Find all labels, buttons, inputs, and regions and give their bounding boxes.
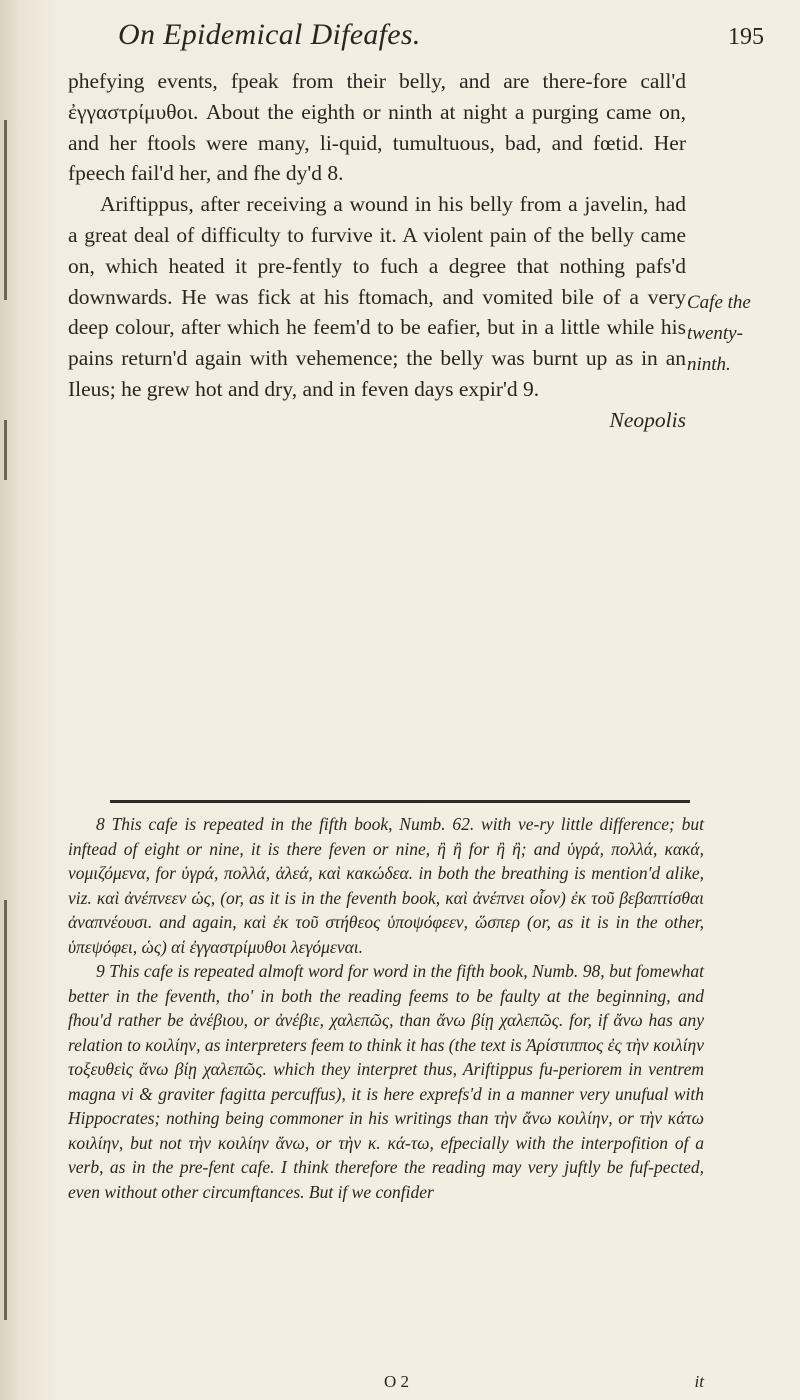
running-title: On Epidemical Difeafes. <box>118 18 421 51</box>
page-number: 195 <box>728 24 764 50</box>
next-section-heading: Neopolis <box>609 407 686 432</box>
binding-shadow <box>4 420 7 480</box>
footnote-8: 8 This cafe is repeated in the fifth book, Numb. 62. with ve-ry little difference; but inftead of eight or nine, it is there feven or nine, ἢ ἢ for ἢ ἢ; and ὑγρά, πολλά, κακά, νομιζόμενα, for ὑγρά, πολλά, ἀλεά, καὶ κακώδεα. in both the breathing is mention'd alike, viz. καὶ ἀνέπνεεν ὡς, (or, as it is in the feventh book, καὶ ἀνέπνει οἷον) ἐκ τοῦ βεβαπτίσθαι ἀναπνέουσι. and again, καὶ ἐκ τοῦ στήθεος ὑποψόφεεν, ὥσπερ (or, as it is in the other, ὑπεψόφει, ὡς) αἱ ἐγγαστρίμυθοι λεγόμεναι. <box>68 814 704 957</box>
binding-shadow <box>4 900 7 1320</box>
footnotes <box>68 812 704 1204</box>
margin-note: Cafe the twenty- ninth. <box>687 292 751 375</box>
paragraph: phefying events, fpeak from their belly, and are there-fore call'd ἐγγαστρίμυθοι. About the eighth or ninth at night a purging came on, and her ftools were many, li-quid, tumultuous, bad, and fœtid. Her fpeech fail'd her, and fhe dy'd 8. <box>68 69 686 186</box>
paragraph: Ariftippus, after receiving a wound in his belly from a javelin, had a great deal of difficulty to furvive it. A violent pain of the belly came on, which heated it pre-fently to fuch a degree that nothing pafs'd downwards. He was fick at his ftomach, and vomited bile of a very deep colour, after which he feem'd to be eafier, but in a little while his pains return'd again with vehemence; the belly was burnt up as in an Ileus; he grew hot and dry, and in feven days expir'd 9. <box>68 192 686 401</box>
main-text <box>68 66 686 436</box>
binding-shadow <box>4 120 7 300</box>
page-header <box>68 10 770 62</box>
footnote-9: 9 This cafe is repeated almoft word for word in the fifth book, Numb. 98, but fomewhat better in the feventh, tho' in both the reading feems to be faulty at the beginning, and fhou'd rather be ἀνέβιου, or ἀνέβιε, χαλεπῶς, than ἄνω βίῃ χαλεπῶς. for, if ἄνω has any relation to κοιλίην, as interpreters feem to think it has (the text is Ἀρίστιππος ἐς τὴν κοιλίην τοξευθεὶς ἄνω βίῃ χαλεπῶς. which they interpret thus, Ariftippus fu-periorem in ventrem magna vi & graviter fagitta percuffus), it is here exprefs'd in a manner very unufual with Hippocrates; nothing being commoner in his writings than τὴν ἄνω κοιλίην, or τὴν κάτω κοιλίην, but not τὴν κοιλίην ἄνω, or τὴν κ. κά-τω, efpecially with the interpofition of a verb, as in the pre-fent cafe. I think therefore the reading may very juftly be fuf-pected, even without other circumftances. But if we confider <box>68 961 704 1202</box>
signature-mark: O 2 <box>384 1372 410 1391</box>
catchword: it <box>694 1372 704 1391</box>
page-footer <box>68 1372 704 1396</box>
footnote-rule <box>110 800 690 803</box>
